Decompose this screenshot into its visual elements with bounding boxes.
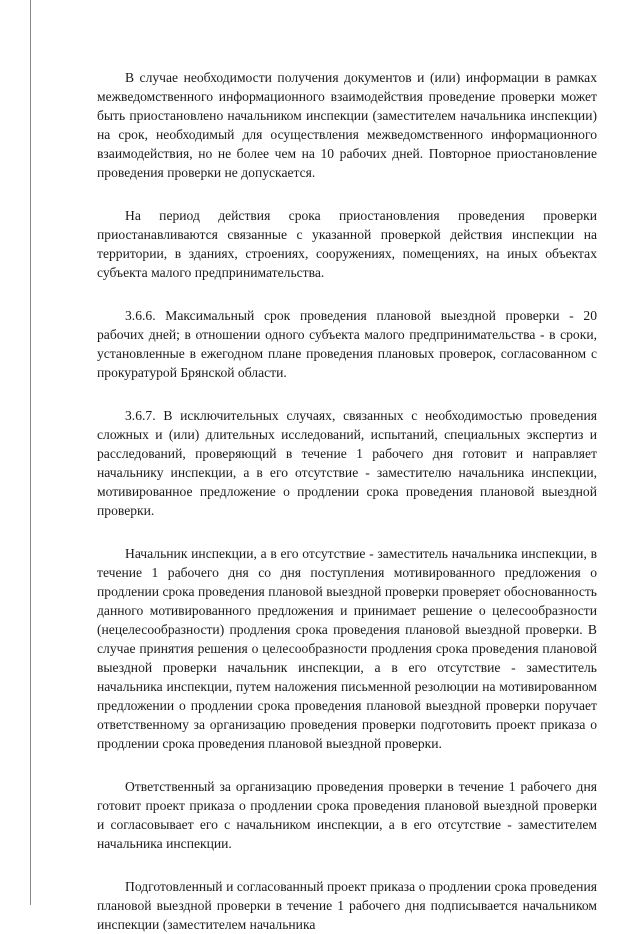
paragraph-3-6-6: 3.6.6. Максимальный срок проведения плановой выездной проверки - 20 рабочих дней; в отношении одного субъекта малого предпринимательства - в сроки, установленные в ежегодном плане проведения плановых проверок, согласованном с прокуратурой Брянской области.: [97, 308, 597, 380]
paragraph-head-decision: Начальник инспекции, а в его отсутствие - заместитель начальника инспекции, в течение 1 рабочего дня со дня поступления мотивированного предложения о продлении срока проведения плановой выездной проверки проверяет обоснованность данного мотивированного предложения и принимает решение о целесообразности (нецелесообразности) продления срока проведения плановой выездной проверки. В случае принятия решения о целесообразности продления срока проведения плановой выездной проверки начальник инспекции, а в его отсутствие - заместитель начальника инспекции, путем наложения письменной резолюции на мотивированном предложении о продлении срока проведения плановой выездной проверки поручает ответственному за организацию проведения проверки подготовить проект приказа о продлении срока проведения плановой выездной проверки.: [97, 546, 597, 751]
document-body: [97, 68, 597, 934]
paragraph-responsible-draft: Ответственный за организацию проведения проверки в течение 1 рабочего дня готовит проект приказа о продлении срока проведения плановой выездной проверки и согласовывает его с начальником инспекции, а в его отсутствие - заместителем начальника инспекции.: [97, 779, 597, 851]
paragraph-suspension: В случае необходимости получения документов и (или) информации в рамках межведомственного информационного взаимодействия проведение проверки может быть приостановлено начальником инспекции (заместителем начальника инспекции) на срок, необходимый для осуществления межведомственного информационного взаимодействия, но не более чем на 10 рабочих дней. Повторное приостановление проведения проверки не допускается.: [97, 70, 597, 180]
paragraph-order-signing: Подготовленный и согласованный проект приказа о продлении срока проведения плановой выездной проверки в течение 1 рабочего дня подписывается начальником инспекции (заместителем начальника: [97, 879, 597, 932]
paragraph-suspension-period: На период действия срока приостановления проведения проверки приостанавливаются связанные с указанной проверкой действия инспекции на территории, в зданиях, строениях, сооружениях, помещениях, на иных объектах субъекта малого предпринимательства.: [97, 208, 597, 280]
paragraph-3-6-7: 3.6.7. В исключительных случаях, связанных с необходимостью проведения сложных и (или) длительных исследований, испытаний, специальных экспертиз и расследований, проверяющий в течение 1 рабочего дня готовит и направляет начальнику инспекции, а в его отсутствие - заместителю начальника инспекции, мотивированное предложение о продлении срока проведения плановой выездной проверки.: [97, 408, 597, 518]
left-margin-line: [30, 0, 31, 905]
